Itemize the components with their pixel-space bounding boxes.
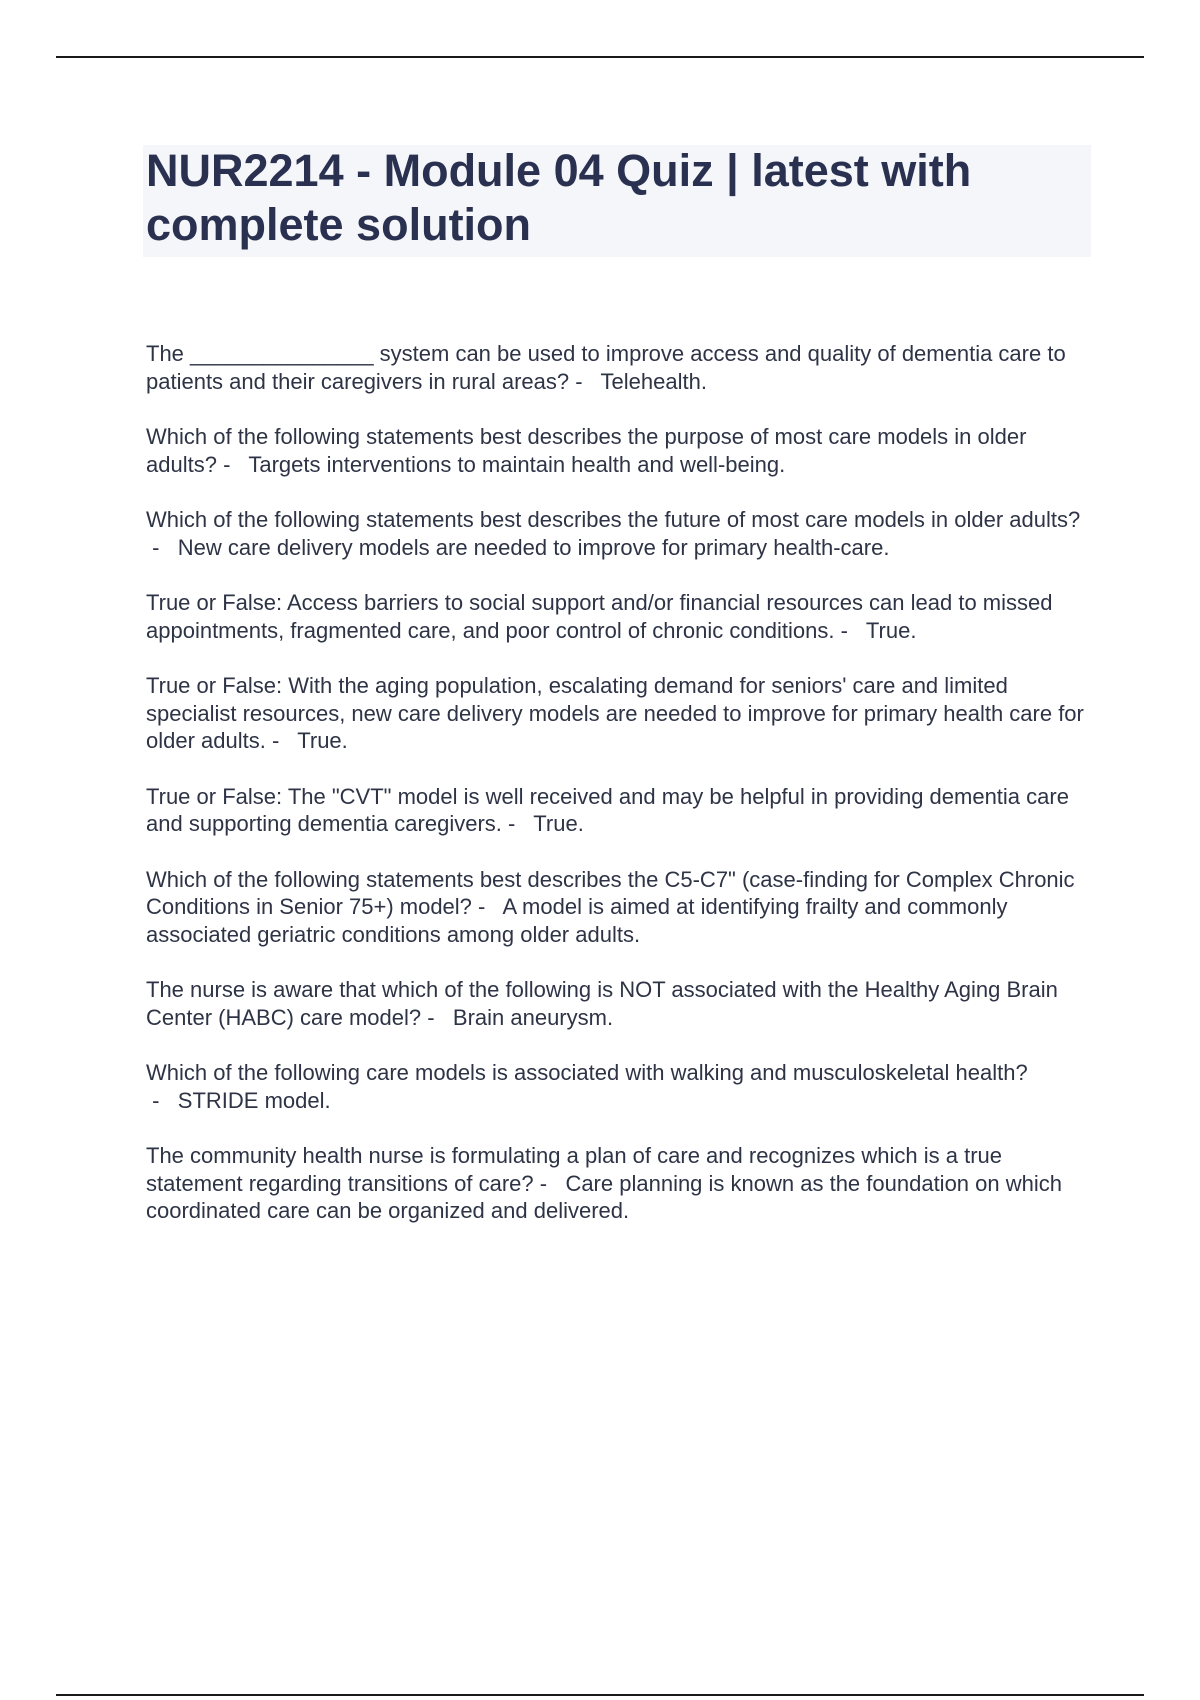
qa-item — [146, 783, 1096, 838]
qa-item — [146, 340, 1096, 395]
qa-separator: - — [421, 1004, 453, 1030]
qa-list — [146, 340, 1096, 1253]
qa-item — [146, 976, 1096, 1031]
qa-item — [146, 672, 1096, 755]
question-text: True or False: The "CVT" model is well received and may be helpful in providing dementia care and supporting dementia caregivers. — [146, 783, 1069, 836]
answer-text: Targets interventions to maintain health and well-being. — [248, 451, 786, 477]
qa-separator: - — [569, 368, 601, 394]
page-title: NUR2214 - Module 04 Quiz | latest with complete solution — [146, 145, 972, 250]
answer-text: True. — [533, 811, 584, 836]
qa-separator: - — [146, 534, 178, 560]
qa-separator: - — [265, 728, 298, 753]
qa-separator: - — [471, 894, 503, 919]
question-text: Which of the following statements best describes the future of most care models in older adults? — [146, 507, 1081, 532]
qa-item — [146, 1142, 1096, 1225]
top-rule — [56, 56, 1144, 58]
question-text: Which of the following statements best describes the C5-C7" (case-finding for Complex Chronic Conditions in Senior 75+) model? — [146, 866, 1075, 919]
bottom-rule — [56, 1694, 1144, 1696]
answer-text: Telehealth. — [600, 368, 707, 394]
answer-text: STRIDE model. — [177, 1087, 331, 1113]
answer-text: A model is aimed at identifying frailty and commonly associated geriatric conditions among older adults. — [146, 894, 1008, 947]
qa-item — [146, 1059, 1096, 1114]
question-text: Which of the following statements best describes the purpose of most care models in older adults? — [146, 424, 1027, 477]
qa-separator: - — [216, 451, 249, 477]
qa-separator: - — [533, 1170, 566, 1196]
question-text: True or False: With the aging population, escalating demand for seniors' care and limited specialist resources, new care delivery models are needed to improve for primary health care for older adults. — [146, 673, 1084, 753]
question-text: The nurse is aware that which of the following is NOT associated with the Healthy Aging Brain Center (HABC) care model? — [146, 977, 1058, 1030]
answer-text: True. — [865, 617, 917, 643]
qa-item — [146, 866, 1096, 949]
qa-item — [146, 423, 1096, 478]
qa-separator: - — [501, 811, 534, 836]
question-text: True or False: Access barriers to social support and/or financial resources can lead to missed appointments, fragmented care, and poor control of chronic conditions. — [146, 590, 1053, 643]
question-text: Which of the following care models is associated with walking and musculoskeletal health? — [146, 1060, 1028, 1085]
qa-item — [146, 506, 1096, 561]
answer-text: Brain aneurysm. — [452, 1004, 614, 1030]
answer-text: True. — [297, 728, 348, 753]
qa-item — [146, 589, 1096, 644]
question-text: The _______________ system can be used to improve access and quality of dementia care to patients and their caregivers in rural areas? — [146, 341, 1066, 394]
qa-separator: - — [146, 1087, 178, 1113]
answer-text: New care delivery models are needed to improve for primary health-care. — [177, 534, 890, 560]
answer-text: Care planning is known as the foundation on which coordinated care can be organized and delivered. — [146, 1170, 1062, 1223]
question-text: The community health nurse is formulating a plan of care and recognizes which is a true statement regarding transitions of care? — [146, 1143, 1002, 1196]
qa-separator: - — [834, 617, 866, 643]
